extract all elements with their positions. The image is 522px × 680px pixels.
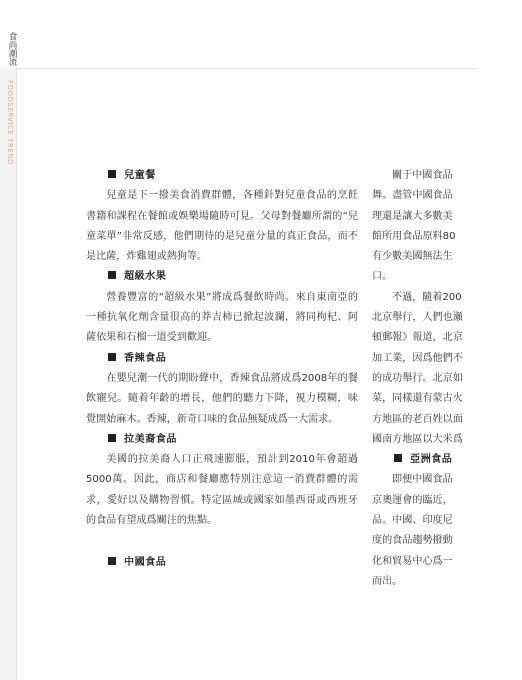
square-bullet-icon — [108, 353, 116, 361]
heading-spicy-food: 香辣食品 — [86, 349, 358, 369]
right-line: 菜，同樣還有蒙古火 — [372, 393, 463, 405]
right-line: 的成功舉行。北京如 — [372, 372, 463, 384]
heading-superfruit: 超級水果 — [86, 267, 358, 287]
square-bullet-icon — [108, 170, 116, 178]
right-line: 化和貿易中心爲一 — [372, 555, 453, 567]
paragraph-spicy-food: 在嬰兒潮一代的期盼聲中，香辣食品將成爲2008年的餐飲寵兒。隨着年齡的增長，他們的聽力下降，視力模糊，味覺開始麻木。香辣，新奇口味的食品無疑成爲一大需求。 — [86, 372, 358, 425]
right-line: 關于中國食品 — [392, 170, 453, 181]
right-line: 京奧運會的臨近， — [372, 494, 453, 506]
paragraph-latin-food: 美國的拉美裔人口正飛速膨脹，預計到2010年會超過5000萬。因此，商店和餐廳應特別注意這一消費群體的需求，愛好以及購物習慣。特定區域或國家如墨西哥或西班牙的食品有望成爲關注的焦點。 — [86, 454, 358, 527]
right-line: 有少數美國無法生 — [372, 251, 453, 263]
right-line: 頓郵報》報道，北京 — [372, 332, 463, 344]
section-title: 食尚潮流 — [7, 32, 17, 66]
main-column — [86, 166, 358, 574]
right-line: 理還是讓大多數美 — [372, 210, 453, 222]
right-line: 國南方地區以大米爲 — [372, 433, 463, 445]
right-line: 加工業，因爲他們不 — [372, 352, 463, 364]
right-line: 館所用食品原料80 — [372, 230, 456, 242]
right-line: 而出。 — [372, 575, 403, 587]
header-rule — [16, 68, 478, 69]
right-line: 舞。盡管中國食品 — [372, 190, 453, 202]
right-line: 方地區的老百姓以面 — [372, 413, 463, 425]
section-english-label: FOODSERVICE TREND — [6, 80, 14, 165]
right-line: 不過，隨着200 — [392, 291, 462, 303]
square-bullet-icon — [108, 271, 116, 279]
square-bullet-icon — [108, 557, 116, 565]
heading-chinese-food: 中國食品 — [86, 553, 358, 573]
square-bullet-icon — [394, 454, 402, 462]
heading-kids-meal: 兒童餐 — [86, 166, 358, 186]
paragraph-kids-meal: 兒童是下一撥美食消費群體，各種針對兒童食品的烹飪書籍和課程在餐館或娛樂場隨時可見。父母對餐廳所謂的“兒童菜單”非常反感，他們期待的是兒童分量的真正食品，而不是比薩，炸雞翅或熱狗等。 — [86, 190, 358, 263]
heading-latin-food: 拉美裔食品 — [86, 430, 358, 450]
right-column-cropped — [372, 166, 478, 587]
right-line: 度的食品趨勢撥動 — [372, 535, 453, 547]
right-line: 即便中國食品 — [392, 474, 453, 486]
right-line: 口。 — [372, 271, 393, 283]
heading-asian-food: 亞洲食品 — [372, 450, 522, 470]
right-line: 北京舉行，人們也瀬 — [372, 312, 463, 324]
right-line: 品。中國、印度尼 — [372, 515, 453, 527]
square-bullet-icon — [108, 434, 116, 442]
paragraph-superfruit: 營養豐富的“超級水果”將成爲餐飲時尚。來自東南亞的一種抗氧化劑含量很高的莽吉柿已掀起波瀾，將同枸杞、阿薩依果和石榴一道受到歡迎。 — [86, 291, 358, 344]
